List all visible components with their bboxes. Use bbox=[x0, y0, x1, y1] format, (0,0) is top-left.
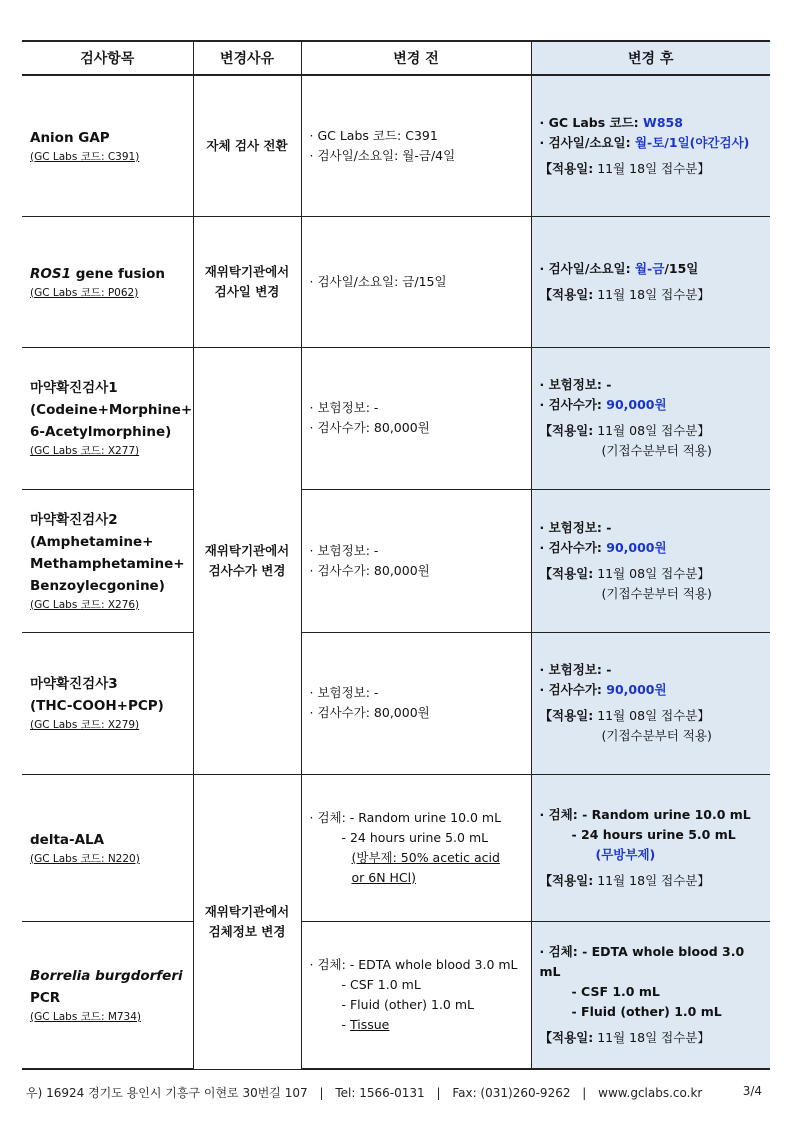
test-code: (GC Labs 코드: X277) bbox=[30, 445, 140, 457]
reason-cell: 자체 검사 전환 bbox=[193, 75, 301, 216]
test-code: (GC Labs 코드: M734) bbox=[30, 1010, 142, 1023]
after-cell: · GC Labs 코드: W858 · 검사일/소요일: 월-토/1일(야간검사) 【적용일: 11월 18일 접수분】 bbox=[531, 75, 770, 216]
table-row bbox=[22, 489, 770, 632]
test-item-cell: Borrelia burgdorferi PCR (GC Labs 코드: M734) bbox=[22, 921, 193, 1069]
reason-cell-merged: 재위탁기관에서 검사수가 변경 bbox=[193, 347, 301, 774]
test-code: (GC Labs 코드: P062) bbox=[30, 286, 139, 299]
page-number: 3/4 bbox=[742, 1084, 762, 1098]
reason-cell: 재위탁기관에서 검사일 변경 bbox=[193, 216, 301, 347]
table-row bbox=[22, 216, 770, 347]
after-cell: · 검사일/소요일: 월-금/15일 【적용일: 11월 18일 접수분】 bbox=[531, 216, 770, 347]
apply-date: 【적용일: 11월 18일 접수분】 bbox=[539, 160, 710, 176]
footer-address: 우) 16924 경기도 용인시 기흥구 이현로 30번길 107 bbox=[26, 1086, 308, 1100]
after-cell: · 보험정보: - · 검사수가: 90,000원 【적용일: 11월 08일 접수분】 (기접수분부터 적용) bbox=[531, 632, 770, 774]
header-row bbox=[22, 41, 770, 75]
test-name: Anion GAP bbox=[30, 129, 110, 146]
table-row bbox=[22, 75, 770, 216]
test-code: (GC Labs 코드: X276) bbox=[30, 598, 140, 611]
footer-fax: Fax: (031)260-9262 bbox=[452, 1086, 571, 1100]
apply-date: 【적용일: 11월 18일 접수분】 bbox=[539, 286, 710, 302]
page-footer: 우) 16924 경기도 용인시 기흥구 이현로 30번길 107 | Tel: 1566-0131 | Fax: (031)260-9262 | www.gclabs.co.kr 3/4 bbox=[26, 1084, 762, 1100]
table-row bbox=[22, 632, 770, 774]
test-item-cell bbox=[22, 216, 193, 347]
after-cell: · 보험정보: - · 검사수가: 90,000원 【적용일: 11월 08일 접수분】 (기접수분부터 적용) bbox=[531, 347, 770, 489]
before-cell: · 검체: - EDTA whole blood 3.0 mL - CSF 1.0 mL - Fluid (other) 1.0 mL - Tissue bbox=[301, 921, 531, 1069]
change-notice-table bbox=[22, 40, 770, 1070]
before-cell: · 보험정보: - · 검사수가: 80,000원 bbox=[301, 347, 531, 489]
test-item-cell: delta-ALA (GC Labs 코드: N220) bbox=[22, 774, 193, 921]
table-row bbox=[22, 774, 770, 921]
table-row bbox=[22, 921, 770, 1069]
after-cell: · 검체: - Random urine 10.0 mL - 24 hours urine 5.0 mL (무방부제) 【적용일: 11월 18일 접수분】 bbox=[531, 774, 770, 921]
test-item-cell: 마약확진검사2 (Amphetamine+ Methamphetamine+ Benzoylecgonine) (GC Labs 코드: X276) bbox=[22, 489, 193, 632]
test-item-cell bbox=[22, 75, 193, 216]
table-row bbox=[22, 347, 770, 489]
apply-date: 【적용일: 11월 08일 접수분】 bbox=[539, 565, 710, 581]
header-before: 변경 전 bbox=[301, 41, 531, 75]
test-code: (GC Labs 코드: N220) bbox=[30, 852, 140, 865]
after-cell: · 보험정보: - · 검사수가: 90,000원 【적용일: 11월 08일 접수분】 (기접수분부터 적용) bbox=[531, 489, 770, 632]
header-after: 변경 후 bbox=[531, 41, 770, 75]
header-reason: 변경사유 bbox=[193, 41, 301, 75]
reason-cell-merged: 재위탁기관에서 검체정보 변경 bbox=[193, 774, 301, 1069]
before-cell: · 검사일/소요일: 금/15일 bbox=[301, 216, 531, 347]
test-code: (GC Labs 코드: X279) bbox=[30, 719, 140, 731]
before-cell: · GC Labs 코드: C391 · 검사일/소요일: 월-금/4일 bbox=[301, 75, 531, 216]
test-item-cell: 마약확진검사1 (Codeine+Morphine+ 6-Acetylmorphine) (GC Labs 코드: X277) bbox=[22, 347, 193, 489]
footer-website[interactable]: www.gclabs.co.kr bbox=[598, 1086, 703, 1100]
before-cell: · 보험정보: - · 검사수가: 80,000원 bbox=[301, 489, 531, 632]
after-cell: · 검체: - EDTA whole blood 3.0 mL - CSF 1.0 mL - Fluid (other) 1.0 mL 【적용일: 11월 18일 접수분】 bbox=[531, 921, 770, 1069]
test-name: ROS1 gene fusion bbox=[30, 265, 166, 282]
test-code: (GC Labs 코드: C391) bbox=[30, 150, 140, 163]
apply-date: 【적용일: 11월 18일 접수분】 bbox=[539, 872, 710, 888]
apply-date: 【적용일: 11월 08일 접수분】 bbox=[539, 708, 710, 723]
header-item: 검사항목 bbox=[22, 41, 193, 75]
apply-date: 【적용일: 11월 08일 접수분】 bbox=[539, 423, 710, 438]
apply-date: 【적용일: 11월 18일 접수분】 bbox=[539, 1029, 710, 1045]
before-cell: · 보험정보: - · 검사수가: 80,000원 bbox=[301, 632, 531, 774]
test-item-cell: 마약확진검사3 (THC-COOH+PCP) (GC Labs 코드: X279) bbox=[22, 632, 193, 774]
footer-tel: Tel: 1566-0131 bbox=[335, 1086, 425, 1100]
before-cell: · 검체: - Random urine 10.0 mL - 24 hours urine 5.0 mL (방부제: 50% acetic acid or 6N HCl) bbox=[301, 774, 531, 921]
